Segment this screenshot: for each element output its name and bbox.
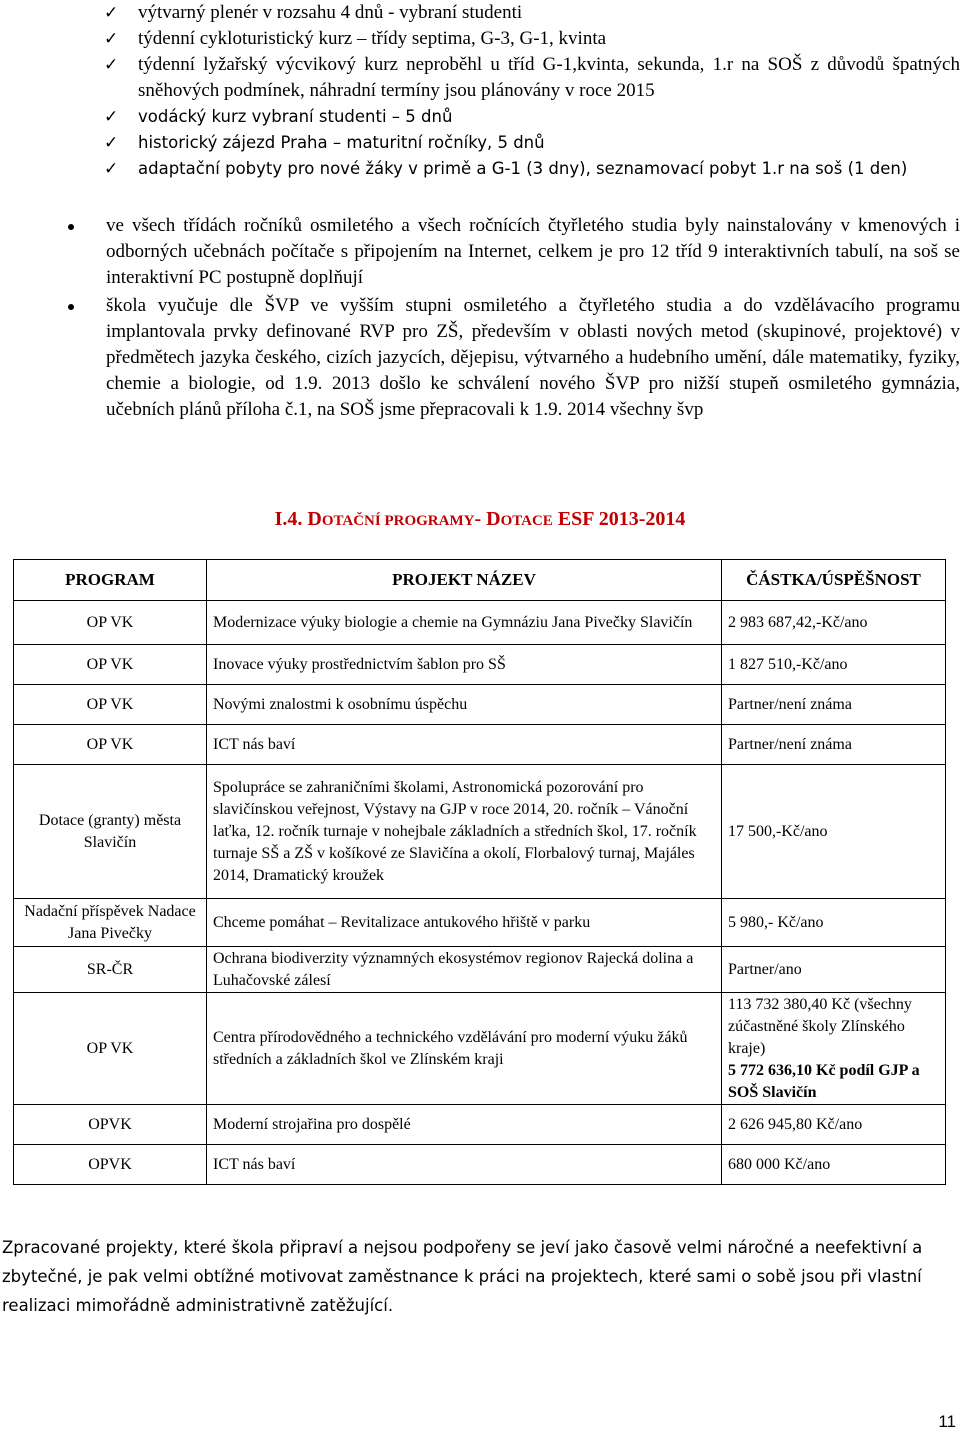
section-heading: I.4. DOTAČNÍ PROGRAMY- DOTACE ESF 2013-2014 bbox=[274, 508, 686, 530]
grants-table bbox=[13, 559, 946, 1185]
table-row: SR-ČR Ochrana biodiverzity významných ekosystémov regionov Rajecká dolina a Luhačovské zálesí Partner/ano bbox=[14, 947, 946, 993]
bullet-icon bbox=[68, 224, 74, 230]
checkmark-icon: ✓ bbox=[104, 55, 119, 75]
bullet-list bbox=[60, 213, 960, 425]
table-header-row bbox=[14, 560, 946, 601]
activities-checklist bbox=[100, 0, 960, 182]
table-row: OP VK Inovace výuky prostřednictvím šablon pro SŠ 1 827 510,-Kč/ano bbox=[14, 645, 946, 685]
table-row: OP VK Novými znalostmi k osobnímu úspěchu Partner/není známa bbox=[14, 685, 946, 725]
table-row: OPVK ICT nás baví 680 000 Kč/ano bbox=[14, 1145, 946, 1185]
checkmark-icon: ✓ bbox=[104, 29, 119, 49]
closing-paragraph: Zpracované projekty, které škola připraví a nejsou podpořeny se jeví jako časově velmi náročné a neefektivní a zbytečné, je pak velmi obtížné motivovat zaměstnance k práci na projektech, které sami o sobě jsou při vlastní realizaci mimořádně administrativně zatěžující. bbox=[2, 1238, 923, 1315]
header-program: PROGRAM bbox=[14, 560, 207, 601]
checklist-item: ✓ týdenní cykloturistický kurz – třídy septima, G-3, G-1, kvinta bbox=[100, 26, 960, 52]
checkmark-icon: ✓ bbox=[104, 133, 119, 153]
bullet-item-svp: škola vyučuje dle ŠVP ve vyšším stupni osmiletého a čtyřletého studia a do vzdělávacího programu implantovala prvky definované RVP pro ZŠ, především v oblasti nových metod (skupinové, projektové) v předmětech jazyka českého, cizích jazycích, dějepisu, výtvarného a hudebního umění, dále matematiky, fyziky, chemie a biologie, od 1.9. 2013 došlo ke schválení nového ŠVP pro nižší stupeň osmiletého gymnázia, učebních plánů příloha č.1, na SOŠ jsme přepracovali k 1.9. 2014 všechny švp bbox=[60, 293, 960, 423]
bullet-item-computers: ve všech třídách ročníků osmiletého a všech ročnících čtyřletého studia byly nainstalovány v kmenových i odborných učebnách počítače s připojením na Internet, celkem je pro 12 tříd 9 interaktivních tabulí, na soš se interaktivní PC postupně doplňují bbox=[60, 213, 960, 291]
table-row: Nadační příspěvek Nadace Jana Pivečky Chceme pomáhat – Revitalizace antukového hřiště v parku 5 980,- Kč/ano bbox=[14, 899, 946, 947]
table-row: OPVK Moderní strojařina pro dospělé 2 626 945,80 Kč/ano bbox=[14, 1105, 946, 1145]
bullet-icon bbox=[68, 304, 74, 310]
checklist-item: ✓ výtvarný plenér v rozsahu 4 dnů - vybraní studenti bbox=[100, 0, 960, 26]
table-row: OP VK Centra přírodovědného a technického vzdělávání pro moderní výuku žáků středních a základních škol ve Zlínském kraji 113 732 380,40 Kč (všechny zúčastněné školy Zlínského kraje) 5 772 636,10 Kč podíl GJP a SOŠ Slavičín bbox=[14, 993, 946, 1105]
checklist-item: ✓ adaptační pobyty pro nové žáky v primě a G-1 (3 dny), seznamovací pobyt 1.r na soš (1 den) bbox=[100, 156, 960, 182]
checklist-item: ✓ vodácký kurz vybraní studenti – 5 dnů bbox=[100, 104, 960, 130]
checklist-item: ✓ týdenní lyžařský výcvikový kurz neproběhl u tříd G-1,kvinta, sekunda, 1.r na SOŠ z důvodů špatných sněhových podmínek, náhradní termíny jsou plánovány v roce 2015 bbox=[104, 54, 960, 101]
table-row: OP VK ICT nás baví Partner/není známa bbox=[14, 725, 946, 765]
table-row: OP VK Modernizace výuky biologie a chemie na Gymnáziu Jana Pivečky Slavičín 2 983 687,42,-Kč/ano bbox=[14, 601, 946, 645]
table-row: Dotace (granty) města Slavičín Spolupráce se zahraničními školami, Astronomická pozorování pro slavičínskou veřejnost, Výstavy na GJP v roce 2014, 20. ročník – Vánoční laťka, 12. ročník turnaje v nohejbale základních a středních škol, 17. ročník turnaje SŠ a ZŠ v košíkové ze Slavičína a okolí, Florbalový turnaj, Majáles 2014, Dramatický kroužek 17 500,-Kč/ano bbox=[14, 765, 946, 899]
checklist-item: ✓ historický zájezd Praha – maturitní ročníky, 5 dnů bbox=[100, 130, 960, 156]
checkmark-icon: ✓ bbox=[104, 159, 119, 179]
header-amount: ČÁSTKA/ÚSPĚŠNOST bbox=[722, 560, 946, 601]
page-number: 11 bbox=[938, 1412, 956, 1431]
checkmark-icon: ✓ bbox=[104, 107, 119, 127]
checkmark-icon: ✓ bbox=[104, 3, 119, 23]
header-project-name: PROJEKT NÁZEV bbox=[207, 560, 722, 601]
